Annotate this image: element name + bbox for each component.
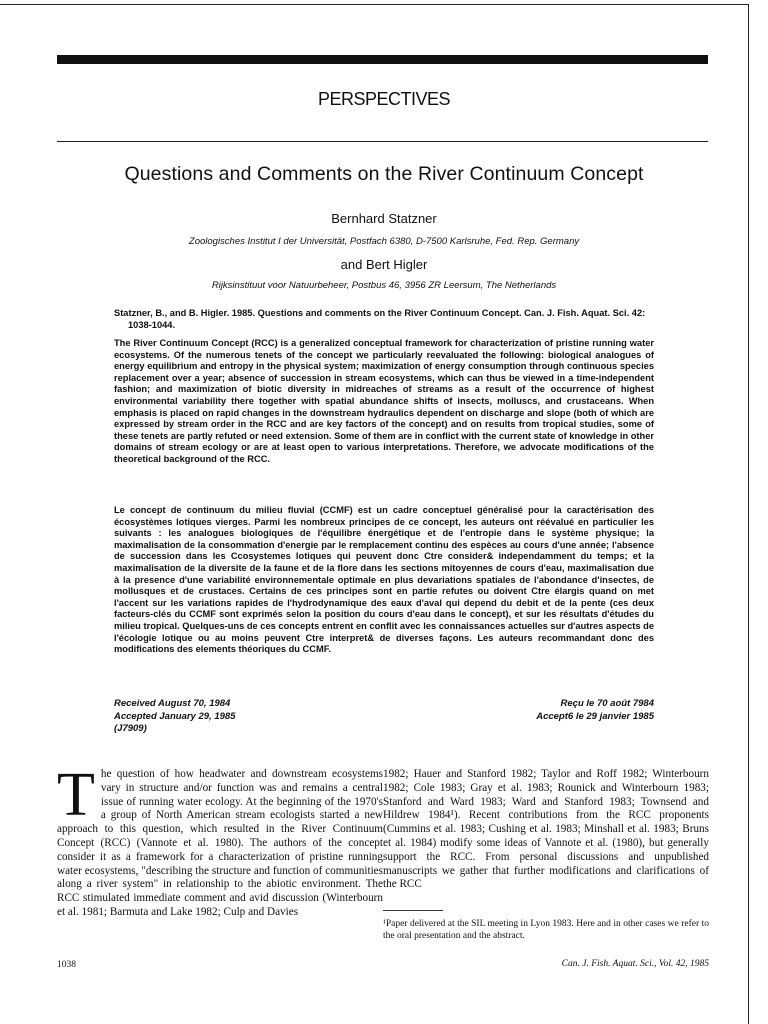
journal-reference: Can. J. Fish. Aquat. Sci., Vol. 42, 1985 [561, 959, 709, 969]
recu-date: Reçu le 70 août 7984 [560, 698, 654, 709]
page-frame-right [748, 4, 749, 1024]
author-1-name: Bernhard Statzner [331, 211, 437, 226]
page-frame-top [0, 4, 748, 5]
page-number: 1038 [57, 960, 76, 970]
received-dates-french [536, 698, 654, 723]
footnote: ¹Paper delivered at the SIL meeting in Lyon 1983. Here and in other cases we refer to the oral presentation and the abstract. [383, 919, 709, 941]
section-heading: PERSPECTIVES [317, 89, 451, 109]
body-column-right [383, 768, 709, 892]
received-dates [114, 698, 235, 736]
citation: Statzner, B., and B. Higler. 1985. Questions and comments on the River Continuum Concept. Can. J. Fish. Aquat. Sci. 42: 1038-1044. [114, 308, 646, 330]
abstract-english: The River Continuum Concept (RCC) is a generalized conceptual framework for characterization of pristine running water ecosystems. Of the numerous tenets of the concept we particularly reevaluated the following: biological analogues of energy equilibrium and entropy in the physical system; maximization of energy consumption through continuous species replacement over a year; absence of succession in stream ecosystems, which can thus be viewed in a time-independent fashion; and maximization of biotic diversity in midreaches of streams as a result of the occurrence of highest environmental variability there together with spatial abundance shifts of insects, molluscs, and crustaceans. When emphasis is placed on rapid changes in the downstream hydraulics dependent on discharge and slope (both of which are expressed by stream order in the RCC and are key factors of the concept) and on results from tropical studies, some of these tenets are partly refuted or need extension. Some of them are in conflict with the current state of knowledge in other domains of stream ecology or are at least open to various interpretations. Therefore, we advocate modifications of the theoretical background of the RCC. [114, 338, 654, 464]
footnote-divider [383, 910, 443, 911]
accepte-date: Accept6 le 29 janvier 1985 [536, 710, 654, 722]
header-divider [57, 141, 708, 142]
received-date: Received August 70, 1984 [114, 698, 231, 709]
header-bar [57, 55, 708, 64]
abstract-french: Le concept de continuum du milieu fluvial (CCMF) est un cadre conceptuel généralisé pour la caractérisation des écosystèmes lotiques vierges. Parmi les nombreux principes de ce concept, les auteurs ont réévalué en particulier les suivants : les analogues biologiques de l'équilibre énergétique et de l'entropie dans le système physique; la maximalisation de la consommation d'energie par le remplacement continu des espèces au cours d'une année; l'absence de succession dans les Ccosystemes lotiques qui peuvent donc Ctre consider& independamment du temps; et la maximalisation de la diversite de la faune et de la flore dans les sections mitoyennes de cours d'eau, maximalisation due à la presence d'une variabilité environnementale optimale en plus devariations spatiales de l'abondance d'insectes, de mollusques et de crustaces. Certains de ces principes sont en partie refutes ou doivent Ctre élargis quand on met l'accent sur les variations rapides de l'hydrodynamique des eaux d'aval qui depend du debit et de la pente (ces deux facteurs-clés du CCMF sont exprimés selon la position du cours d'eau dans le concept), et sur les résultats d'études du milieu tropical. Quelques-uns de ces concepts entrent en conflit avec les connaissances actuelles sur d'autres aspects de l'écologie lotique ou au moins peuvent Ctre interpret& de diverses façons. Les auteurs recommandant donc des modifications des elements théoriques du CCMF. [114, 505, 654, 655]
article-title: Questions and Comments on the River Continuum Concept [124, 163, 644, 185]
author-2-affiliation: Rijksinstituut voor Natuurbeheer, Postbus 46, 3956 ZR Leersum, The Netherlands [211, 280, 557, 291]
body-text-left: he question of how headwater and downstream ecosystems vary in structure and/or function was and remains a central issue of running water ecology. At the beginning of the 1970's a group of North American stream ecologists started a new approach to this question, which resulted in the River Continuum Concept (RCC) (Vannote et al. 1980). The authors of the concept consider it as a framework for a characterization of pristine running water ecosystems, "describing the structure and function of communities along a river system" in relationship to the abiotic environment. The RCC stimulated immediate comment and avid discussion (Winterbourn et al. 1981; Barmuta and Lake 1982; Culp and Davies [57, 768, 383, 918]
author-2-name: and Bert Higler [340, 257, 428, 272]
drop-cap: T [57, 761, 95, 829]
author-1-affiliation: Zoologisches Institut I der Universität, Postfach 6380, D-7500 Karlsruhe, Fed. Rep. Germany [188, 236, 580, 247]
body-text-right: 1982; Hauer and Stanford 1982; Taylor and Roff 1982; Winterbourn 1982; Cole 1983; Gray et al. 1983; Rounick and Winterbourn 1983; Stanford and Ward 1983; Ward and Stanford 1983; Townsend and Hildrew 1984¹). Recent contributions from the RCC proponents (Cummins et al. 1983; Cushing et al. 1983; Minshall et al. 1983; Bruns et al. 1984) modify some ideas of Vannote et al. (1980), but generally support the RCC. From personal discussions and unpublished manuscripts we gather that further modifications and clarifications of the RCC [383, 768, 709, 891]
accepted-date: Accepted January 29, 1985 [114, 710, 236, 722]
manuscript-id: (J7909) [114, 723, 147, 734]
body-column-left [57, 761, 383, 920]
